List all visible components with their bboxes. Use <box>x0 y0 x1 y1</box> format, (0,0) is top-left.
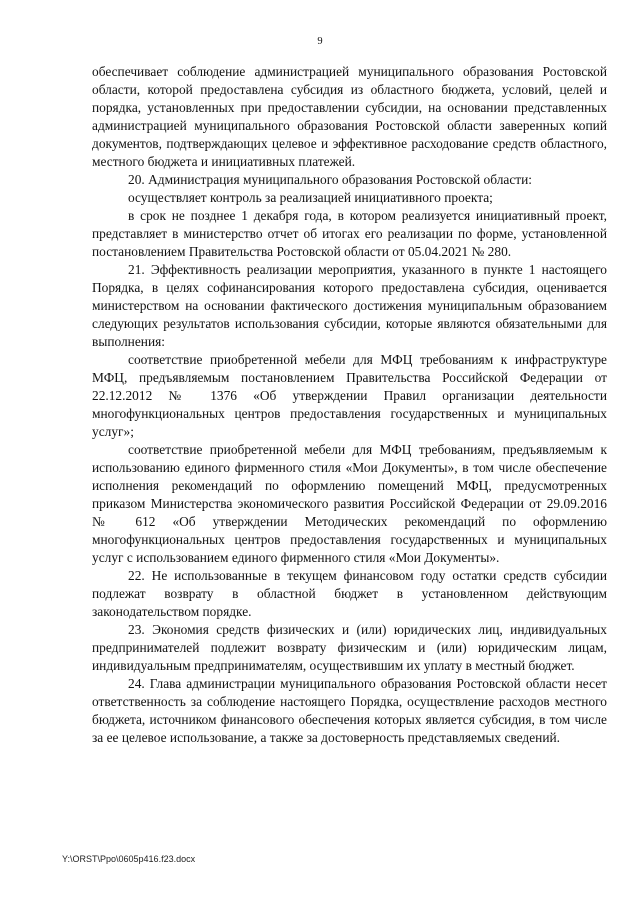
paragraph-20-item-control: осуществляет контроль за реализацией инициативного проекта; <box>128 190 493 205</box>
document-body <box>92 63 607 747</box>
paragraph-24: 24. Глава администрации муниципального образования Ростовской области несет ответственность за соблюдение настоящего Порядка, осуществление расходов местного бюджета, источником финансового обеспечения которых является субсидия, в том числе за ее целевое использование, а также за достоверность представляемых сведений. <box>92 676 607 745</box>
footer-file-path: Y:\ORST\Ppo\0605p416.f23.docx <box>62 854 196 864</box>
paragraph-21-item-infrastructure: соответствие приобретенной мебели для МФЦ требованиям к инфраструктуре МФЦ, предъявляемым постановлением Правительства Российской Федерации от 22.12.2012 № 1376 «Об утверждении Правил организации деятельности многофункциональных центров предоставления государственных и муниципальных услуг»; <box>92 352 607 439</box>
paragraph-21: 21. Эффективность реализации мероприятия, указанного в пункте 1 настоящего Порядка, в целях софинансирования которого предоставлена субсидия, оценивается министерством на основании фактического достижения муниципальным образованием следующих результатов использования субсидии, которые являются обязательными для выполнения: <box>92 262 607 349</box>
page-number: 9 <box>317 36 323 47</box>
paragraph-23: 23. Экономия средств физических и (или) юридических лиц, индивидуальных предпринимателей подлежит возврату физическим и (или) юридическим лицам, индивидуальным предпринимателям, осуществившим их уплату в местный бюджет. <box>92 622 607 673</box>
paragraph-21-item-brand-style: соответствие приобретенной мебели для МФЦ требованиям, предъявляемым к использованию единого фирменного стиля «Мои Документы», в том числе обеспечение исполнения рекомендаций по оформлению помещений МФЦ, предусмотренных приказом Министерства экономического развития Российской Федерации от 29.09.2016 № 612 «Об утверждении Методических рекомендаций по оформлению многофункциональных центров предоставления государственных и муниципальных услуг с использованием единого фирменного стиля «Мои Документы». <box>92 442 607 565</box>
paragraph-20: 20. Администрация муниципального образования Ростовской области: <box>128 172 533 187</box>
paragraph-20-item-report: в срок не позднее 1 декабря года, в котором реализуется инициативный проект, представляет в министерство отчет об итогах его реализации по форме, установленной постановлением Правительства Ростовской области от 05.04.2021 № 280. <box>92 208 607 259</box>
paragraph-continuation: обеспечивает соблюдение администрацией муниципального образования Ростовской области, которой предоставлена субсидия из областного бюджета, условий, целей и порядка, установленных при предоставлении субсидии, на основании представленных администрацией муниципального образования Ростовской области заверенных копий документов, подтверждающих целевое и эффективное расходование средств областного, местного бюджета и инициативных платежей. <box>92 64 607 169</box>
paragraph-22: 22. Не использованные в текущем финансовом году остатки средств субсидии подлежат возврату в областной бюджет в установленном действующим законодательством порядке. <box>92 568 607 619</box>
